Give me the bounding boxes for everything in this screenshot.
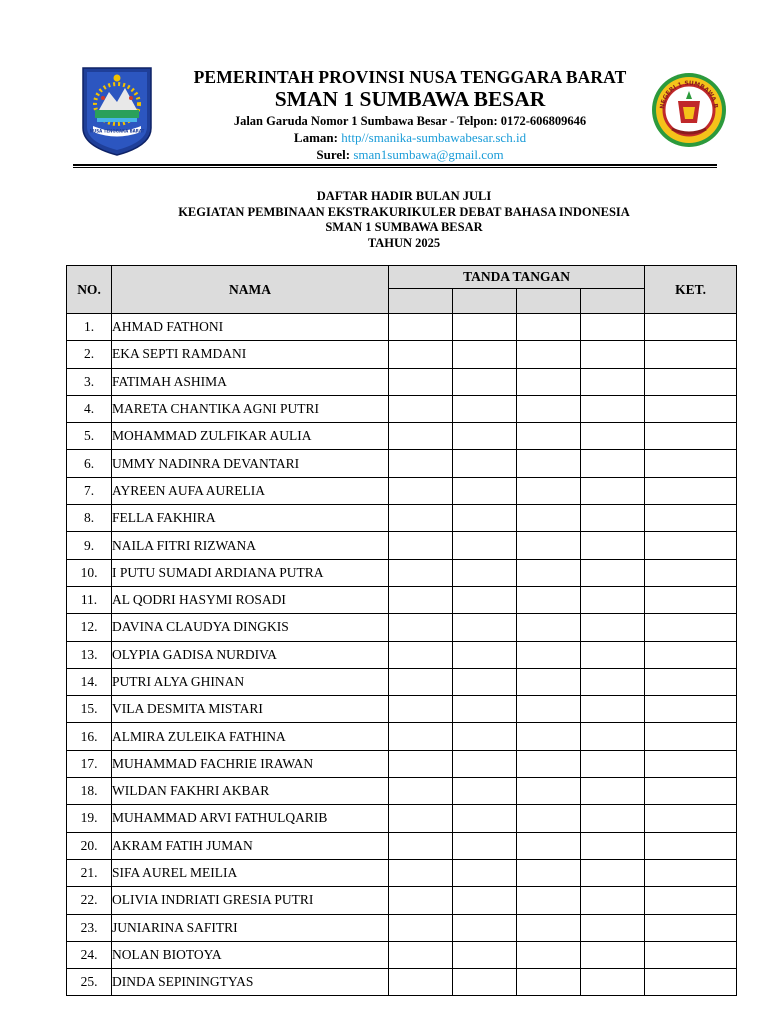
table-row bbox=[67, 532, 737, 559]
table-row bbox=[67, 969, 737, 996]
student-name: PUTRI ALYA GHINAN bbox=[112, 668, 389, 695]
signature-cell-1[interactable] bbox=[389, 614, 453, 641]
signature-cell-1[interactable] bbox=[389, 914, 453, 941]
signature-cell-4[interactable] bbox=[581, 887, 645, 914]
row-number: 18. bbox=[67, 778, 112, 805]
emblem-ribbon-text: NUSA TENGGARA BARAT bbox=[89, 128, 145, 134]
student-name: MUHAMMAD ARVI FATHULQARIB bbox=[112, 805, 389, 832]
student-name: MARETA CHANTIKA AGNI PUTRI bbox=[112, 395, 389, 422]
signature-cell-1[interactable] bbox=[389, 723, 453, 750]
signature-cell-2[interactable] bbox=[453, 668, 517, 695]
table-row bbox=[67, 395, 737, 422]
government-name: PEMERINTAH PROVINSI NUSA TENGGARA BARAT bbox=[193, 67, 627, 87]
signature-cell-2[interactable] bbox=[453, 477, 517, 504]
table-row bbox=[67, 341, 737, 368]
signature-cell-4[interactable] bbox=[581, 341, 645, 368]
student-name: AL QODRI HASYMI ROSADI bbox=[112, 586, 389, 613]
signature-cell-3[interactable] bbox=[517, 532, 581, 559]
ket-cell[interactable] bbox=[645, 314, 737, 341]
document-title bbox=[0, 189, 768, 251]
signature-cell-4[interactable] bbox=[581, 778, 645, 805]
signature-cell-1[interactable] bbox=[389, 887, 453, 914]
student-name: DINDA SEPININGTYAS bbox=[112, 969, 389, 996]
ket-cell[interactable] bbox=[645, 668, 737, 695]
ket-cell[interactable] bbox=[645, 750, 737, 777]
row-number: 8. bbox=[67, 505, 112, 532]
table-row bbox=[67, 750, 737, 777]
signature-cell-1[interactable] bbox=[389, 832, 453, 859]
signature-cell-4[interactable] bbox=[581, 641, 645, 668]
header-ket: KET. bbox=[645, 266, 737, 314]
website-label: Laman: bbox=[293, 130, 338, 145]
signature-cell-1[interactable] bbox=[389, 641, 453, 668]
signature-cell-3[interactable] bbox=[517, 641, 581, 668]
ket-cell[interactable] bbox=[645, 941, 737, 968]
table-row bbox=[67, 586, 737, 613]
ntb-province-emblem-icon bbox=[79, 66, 155, 156]
signature-cell-2[interactable] bbox=[453, 969, 517, 996]
signature-cell-2[interactable] bbox=[453, 859, 517, 886]
header-signature-slot-1 bbox=[389, 289, 453, 314]
signature-cell-4[interactable] bbox=[581, 368, 645, 395]
signature-cell-2[interactable] bbox=[453, 778, 517, 805]
table-row bbox=[67, 314, 737, 341]
signature-cell-2[interactable] bbox=[453, 586, 517, 613]
row-number: 16. bbox=[67, 723, 112, 750]
student-name: AYREEN AUFA AURELIA bbox=[112, 477, 389, 504]
ket-cell[interactable] bbox=[645, 914, 737, 941]
row-number: 12. bbox=[67, 614, 112, 641]
signature-cell-2[interactable] bbox=[453, 450, 517, 477]
row-number: 11. bbox=[67, 586, 112, 613]
row-number: 17. bbox=[67, 750, 112, 777]
signature-cell-3[interactable] bbox=[517, 832, 581, 859]
table-row bbox=[67, 859, 737, 886]
signature-cell-2[interactable] bbox=[453, 805, 517, 832]
ket-cell[interactable] bbox=[645, 532, 737, 559]
table-row bbox=[67, 641, 737, 668]
student-name: MOHAMMAD ZULFIKAR AULIA bbox=[112, 423, 389, 450]
ket-cell[interactable] bbox=[645, 368, 737, 395]
signature-cell-3[interactable] bbox=[517, 614, 581, 641]
signature-cell-3[interactable] bbox=[517, 941, 581, 968]
signature-cell-1[interactable] bbox=[389, 314, 453, 341]
signature-cell-2[interactable] bbox=[453, 723, 517, 750]
student-name: VILA DESMITA MISTARI bbox=[112, 696, 389, 723]
signature-cell-1[interactable] bbox=[389, 368, 453, 395]
signature-cell-4[interactable] bbox=[581, 505, 645, 532]
header-tanda-tangan: TANDA TANGAN bbox=[389, 266, 645, 289]
signature-cell-3[interactable] bbox=[517, 859, 581, 886]
signature-cell-1[interactable] bbox=[389, 969, 453, 996]
signature-cell-4[interactable] bbox=[581, 969, 645, 996]
row-number: 3. bbox=[67, 368, 112, 395]
student-name: SIFA AUREL MEILIA bbox=[112, 859, 389, 886]
student-name: AHMAD FATHONI bbox=[112, 314, 389, 341]
student-name: EKA SEPTI RAMDANI bbox=[112, 341, 389, 368]
signature-cell-1[interactable] bbox=[389, 341, 453, 368]
signature-cell-2[interactable] bbox=[453, 559, 517, 586]
attendance-table bbox=[66, 265, 737, 996]
website-link[interactable]: http//smanika-sumbawabesar.sch.id bbox=[341, 130, 527, 145]
signature-cell-1[interactable] bbox=[389, 941, 453, 968]
title-line-4: TAHUN 2025 bbox=[367, 235, 441, 250]
row-number: 21. bbox=[67, 859, 112, 886]
student-name: MUHAMMAD FACHRIE IRAWAN bbox=[112, 750, 389, 777]
student-name: WILDAN FAKHRI AKBAR bbox=[112, 778, 389, 805]
student-name: NOLAN BIOTOYA bbox=[112, 941, 389, 968]
signature-cell-3[interactable] bbox=[517, 969, 581, 996]
signature-cell-4[interactable] bbox=[581, 423, 645, 450]
signature-cell-3[interactable] bbox=[517, 750, 581, 777]
table-row bbox=[67, 423, 737, 450]
signature-cell-4[interactable] bbox=[581, 859, 645, 886]
letterhead-divider-thin bbox=[73, 167, 717, 168]
signature-cell-1[interactable] bbox=[389, 477, 453, 504]
signature-cell-3[interactable] bbox=[517, 559, 581, 586]
ket-cell[interactable] bbox=[645, 778, 737, 805]
table-row bbox=[67, 887, 737, 914]
table-row bbox=[67, 805, 737, 832]
row-number: 7. bbox=[67, 477, 112, 504]
signature-cell-1[interactable] bbox=[389, 423, 453, 450]
signature-cell-4[interactable] bbox=[581, 832, 645, 859]
signature-cell-4[interactable] bbox=[581, 696, 645, 723]
ket-cell[interactable] bbox=[645, 887, 737, 914]
ket-cell[interactable] bbox=[645, 395, 737, 422]
signature-cell-4[interactable] bbox=[581, 805, 645, 832]
signature-cell-4[interactable] bbox=[581, 614, 645, 641]
signature-cell-2[interactable] bbox=[453, 423, 517, 450]
row-number: 9. bbox=[67, 532, 112, 559]
signature-cell-2[interactable] bbox=[453, 914, 517, 941]
signature-cell-3[interactable] bbox=[517, 477, 581, 504]
table-row bbox=[67, 368, 737, 395]
letterhead bbox=[0, 0, 768, 170]
signature-cell-1[interactable] bbox=[389, 778, 453, 805]
signature-cell-3[interactable] bbox=[517, 723, 581, 750]
signature-cell-4[interactable] bbox=[581, 750, 645, 777]
signature-cell-3[interactable] bbox=[517, 505, 581, 532]
signature-cell-1[interactable] bbox=[389, 395, 453, 422]
signature-cell-3[interactable] bbox=[517, 368, 581, 395]
student-name: I PUTU SUMADI ARDIANA PUTRA bbox=[112, 559, 389, 586]
signature-cell-1[interactable] bbox=[389, 668, 453, 695]
row-number: 25. bbox=[67, 969, 112, 996]
student-name: OLYPIA GADISA NURDIVA bbox=[112, 641, 389, 668]
ket-cell[interactable] bbox=[645, 505, 737, 532]
signature-cell-2[interactable] bbox=[453, 887, 517, 914]
student-name: DAVINA CLAUDYA DINGKIS bbox=[112, 614, 389, 641]
signature-cell-2[interactable] bbox=[453, 314, 517, 341]
signature-cell-2[interactable] bbox=[453, 341, 517, 368]
table-row bbox=[67, 723, 737, 750]
title-line-3: SMAN 1 SUMBAWA BESAR bbox=[325, 220, 483, 234]
signature-cell-3[interactable] bbox=[517, 314, 581, 341]
student-name: ALMIRA ZULEIKA FATHINA bbox=[112, 723, 389, 750]
website-line bbox=[160, 129, 660, 146]
table-row bbox=[67, 450, 737, 477]
row-number: 23. bbox=[67, 914, 112, 941]
table-row bbox=[67, 778, 737, 805]
signature-cell-1[interactable] bbox=[389, 696, 453, 723]
student-name: NAILA FITRI RIZWANA bbox=[112, 532, 389, 559]
signature-cell-1[interactable] bbox=[389, 559, 453, 586]
signature-cell-4[interactable] bbox=[581, 314, 645, 341]
row-number: 5. bbox=[67, 423, 112, 450]
signature-cell-3[interactable] bbox=[517, 586, 581, 613]
row-number: 19. bbox=[67, 805, 112, 832]
row-number: 22. bbox=[67, 887, 112, 914]
school-logo-icon bbox=[650, 71, 728, 149]
row-number: 24. bbox=[67, 941, 112, 968]
header-nama: NAMA bbox=[112, 266, 389, 314]
row-number: 2. bbox=[67, 341, 112, 368]
header-signature-slot-3 bbox=[517, 289, 581, 314]
attendance-rows bbox=[67, 314, 737, 996]
table-row bbox=[67, 668, 737, 695]
signature-cell-2[interactable] bbox=[453, 832, 517, 859]
email-label: Surel: bbox=[316, 147, 351, 162]
letterhead-text bbox=[160, 67, 660, 163]
letterhead-divider bbox=[73, 164, 717, 166]
ket-cell[interactable] bbox=[645, 696, 737, 723]
signature-cell-2[interactable] bbox=[453, 941, 517, 968]
row-number: 4. bbox=[67, 395, 112, 422]
signature-cell-2[interactable] bbox=[453, 696, 517, 723]
signature-cell-2[interactable] bbox=[453, 532, 517, 559]
ket-cell[interactable] bbox=[645, 477, 737, 504]
table-row bbox=[67, 505, 737, 532]
table-row bbox=[67, 614, 737, 641]
signature-cell-1[interactable] bbox=[389, 586, 453, 613]
ket-cell[interactable] bbox=[645, 641, 737, 668]
signature-cell-3[interactable] bbox=[517, 341, 581, 368]
signature-cell-4[interactable] bbox=[581, 586, 645, 613]
title-line-1: DAFTAR HADIR BULAN JULI bbox=[316, 189, 492, 203]
ket-cell[interactable] bbox=[645, 614, 737, 641]
signature-cell-3[interactable] bbox=[517, 805, 581, 832]
ket-cell[interactable] bbox=[645, 586, 737, 613]
signature-cell-4[interactable] bbox=[581, 723, 645, 750]
table-row bbox=[67, 559, 737, 586]
student-name: FATIMAH ASHIMA bbox=[112, 368, 389, 395]
signature-cell-1[interactable] bbox=[389, 805, 453, 832]
signature-cell-2[interactable] bbox=[453, 641, 517, 668]
school-name: SMAN 1 SUMBAWA BESAR bbox=[274, 87, 546, 111]
row-number: 13. bbox=[67, 641, 112, 668]
title-line-2: KEGIATAN PEMBINAAN EKSTRAKURIKULER DEBAT BAHASA INDONESIA bbox=[178, 204, 630, 219]
signature-cell-3[interactable] bbox=[517, 887, 581, 914]
signature-cell-4[interactable] bbox=[581, 450, 645, 477]
signature-cell-4[interactable] bbox=[581, 559, 645, 586]
signature-cell-2[interactable] bbox=[453, 505, 517, 532]
ket-cell[interactable] bbox=[645, 423, 737, 450]
signature-cell-1[interactable] bbox=[389, 532, 453, 559]
signature-cell-3[interactable] bbox=[517, 696, 581, 723]
student-name: UMMY NADINRA DEVANTARI bbox=[112, 450, 389, 477]
table-row bbox=[67, 477, 737, 504]
row-number: 15. bbox=[67, 696, 112, 723]
row-number: 1. bbox=[67, 314, 112, 341]
ket-cell[interactable] bbox=[645, 450, 737, 477]
row-number: 14. bbox=[67, 668, 112, 695]
student-name: FELLA FAKHIRA bbox=[112, 505, 389, 532]
signature-cell-4[interactable] bbox=[581, 532, 645, 559]
signature-cell-2[interactable] bbox=[453, 368, 517, 395]
header-no: NO. bbox=[67, 266, 112, 314]
table-row bbox=[67, 941, 737, 968]
header-signature-slot-4 bbox=[581, 289, 645, 314]
signature-cell-2[interactable] bbox=[453, 614, 517, 641]
signature-cell-3[interactable] bbox=[517, 395, 581, 422]
email-line bbox=[160, 146, 660, 163]
signature-cell-3[interactable] bbox=[517, 423, 581, 450]
signature-cell-4[interactable] bbox=[581, 477, 645, 504]
signature-cell-4[interactable] bbox=[581, 395, 645, 422]
student-name: OLIVIA INDRIATI GRESIA PUTRI bbox=[112, 887, 389, 914]
ket-cell[interactable] bbox=[645, 805, 737, 832]
row-number: 6. bbox=[67, 450, 112, 477]
header-signature-slot-2 bbox=[453, 289, 517, 314]
ket-cell[interactable] bbox=[645, 859, 737, 886]
email-link[interactable]: sman1sumbawa@gmail.com bbox=[353, 147, 504, 162]
signature-cell-2[interactable] bbox=[453, 395, 517, 422]
signature-cell-3[interactable] bbox=[517, 914, 581, 941]
signature-cell-4[interactable] bbox=[581, 941, 645, 968]
student-name: JUNIARINA SAFITRI bbox=[112, 914, 389, 941]
ket-cell[interactable] bbox=[645, 832, 737, 859]
signature-cell-1[interactable] bbox=[389, 450, 453, 477]
table-row bbox=[67, 832, 737, 859]
signature-cell-3[interactable] bbox=[517, 668, 581, 695]
table-row bbox=[67, 914, 737, 941]
ket-cell[interactable] bbox=[645, 969, 737, 996]
table-row bbox=[67, 696, 737, 723]
signature-cell-1[interactable] bbox=[389, 750, 453, 777]
signature-cell-4[interactable] bbox=[581, 914, 645, 941]
signature-cell-2[interactable] bbox=[453, 750, 517, 777]
signature-cell-3[interactable] bbox=[517, 778, 581, 805]
ket-cell[interactable] bbox=[645, 341, 737, 368]
signature-cell-3[interactable] bbox=[517, 450, 581, 477]
row-number: 20. bbox=[67, 832, 112, 859]
ket-cell[interactable] bbox=[645, 723, 737, 750]
school-logo-text: NEGERI 1 SUMBAWA B bbox=[658, 79, 719, 110]
signature-cell-1[interactable] bbox=[389, 859, 453, 886]
row-number: 10. bbox=[67, 559, 112, 586]
signature-cell-1[interactable] bbox=[389, 505, 453, 532]
signature-cell-4[interactable] bbox=[581, 668, 645, 695]
school-address: Jalan Garuda Nomor 1 Sumbawa Besar - Telpon: 0172-606809646 bbox=[233, 114, 587, 128]
student-name: AKRAM FATIH JUMAN bbox=[112, 832, 389, 859]
ket-cell[interactable] bbox=[645, 559, 737, 586]
